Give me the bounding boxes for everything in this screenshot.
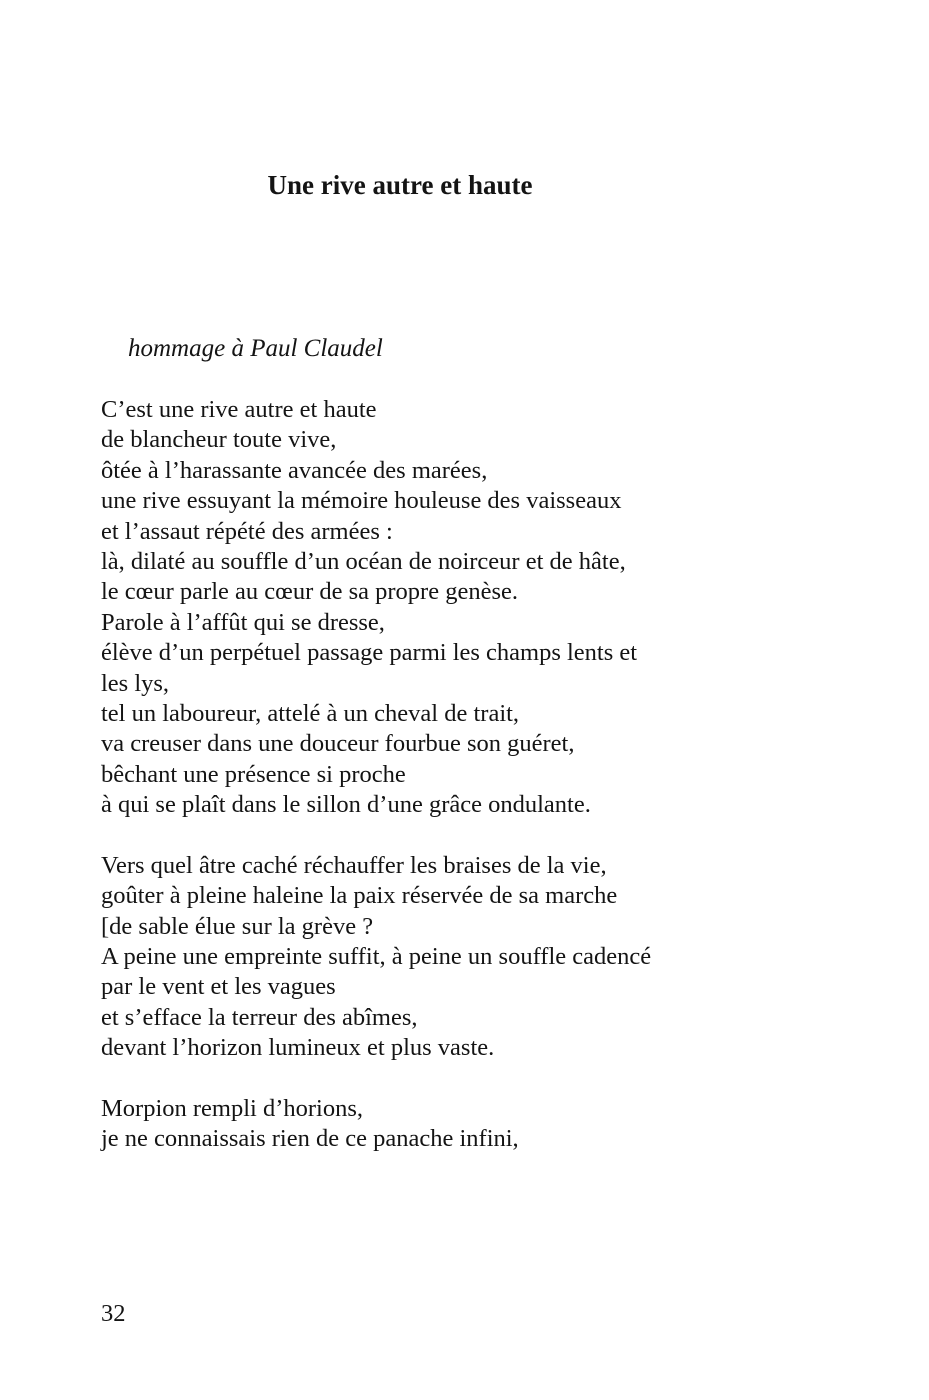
poem-line: de blancheur toute vive, xyxy=(101,426,337,454)
poem-line: et l’assaut répété des armées : xyxy=(101,517,393,545)
poem-line: goûter à pleine haleine la paix réservée de sa marche xyxy=(101,882,618,910)
poem-line: je ne connaissais rien de ce panache infini, xyxy=(101,1125,519,1153)
poem-line: Parole à l’affût qui se dresse, xyxy=(101,608,385,636)
poem-line: devant l’horizon lumineux et plus vaste. xyxy=(101,1034,495,1062)
poem-line: élève d’un perpétuel passage parmi les champs lents et xyxy=(101,639,638,667)
poem-line: ôtée à l’harassante avancée des marées, xyxy=(101,456,488,484)
poem-line: le cœur parle au cœur de sa propre genèse. xyxy=(101,578,518,606)
page-number: 32 xyxy=(101,1300,126,1327)
poem-line: bêchant une présence si proche xyxy=(101,760,406,788)
poem-line: par le vent et les vagues xyxy=(101,973,336,1001)
poem-dedication: hommage à Paul Claudel xyxy=(128,335,383,362)
poem-line: tel un laboureur, attelé à un cheval de trait, xyxy=(101,699,520,727)
poem-line: les lys, xyxy=(101,669,170,697)
poem-line: à qui se plaît dans le sillon d’une grâce ondulante. xyxy=(101,791,591,819)
poem-line: là, dilaté au souffle d’un océan de noirceur et de hâte, xyxy=(101,547,626,575)
poem-line: va creuser dans une douceur fourbue son guéret, xyxy=(101,730,575,758)
stanza xyxy=(101,395,781,820)
poem-line: C’est une rive autre et haute xyxy=(101,396,377,423)
poem-body xyxy=(101,395,781,1185)
stanza xyxy=(101,851,781,1064)
stanza xyxy=(101,1094,781,1155)
poem-line: une rive essuyant la mémoire houleuse des vaisseaux xyxy=(101,487,622,515)
poem-title: Une rive autre et haute xyxy=(267,170,533,200)
poem-line: Morpion rempli d’horions, xyxy=(101,1094,363,1122)
poem-line: A peine une empreinte suffit, à peine un souffle cadencé xyxy=(101,943,652,971)
poem-line: [de sable élue sur la grève ? xyxy=(101,912,374,940)
poem-line: Vers quel âtre caché réchauffer les braises de la vie, xyxy=(101,851,607,879)
poem-line: et s’efface la terreur des abîmes, xyxy=(101,1003,418,1031)
